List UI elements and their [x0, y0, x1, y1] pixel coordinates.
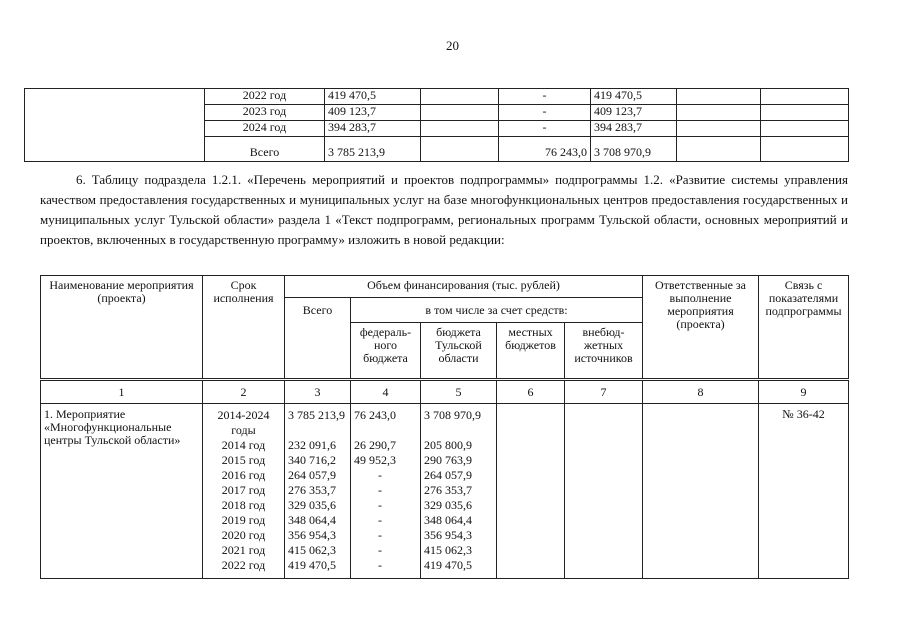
event-tula-value: 3 708 970,9 — [424, 408, 481, 422]
event-tula-value — [424, 423, 493, 438]
event-responsible — [643, 404, 759, 579]
header-total: Всего — [285, 298, 351, 380]
column-number: 7 — [565, 380, 643, 404]
empty-cell — [677, 105, 761, 121]
event-term-value: 2016 год — [221, 468, 266, 482]
event-term-value: 2021 год — [221, 543, 266, 557]
page-number: 20 — [446, 38, 459, 53]
event-term-value: 2014-2024 — [217, 408, 270, 422]
empty-cell — [761, 137, 849, 162]
event-total-value — [288, 423, 347, 438]
event-federal-value — [354, 423, 417, 438]
event-total-value: 356 954,3 — [288, 528, 336, 542]
empty-cell — [25, 89, 205, 162]
event-federal — [351, 404, 421, 579]
federal-cell — [421, 121, 499, 137]
event-term-value: 2015 год — [221, 453, 266, 467]
total-cell: 419 470,5 — [325, 89, 421, 105]
column-number: 5 — [421, 380, 497, 404]
event-term-value: годы — [231, 423, 256, 437]
event-term-value: 2018 год — [221, 498, 266, 512]
event-tula-value: 205 800,9 — [424, 438, 472, 452]
event-federal-value: - — [378, 498, 382, 512]
total-cell: 394 283,7 — [325, 121, 421, 137]
empty-cell — [677, 121, 761, 137]
table-row — [41, 404, 849, 579]
event-federal-value: - — [378, 543, 382, 557]
event-term-value: 2017 год — [221, 483, 266, 497]
event-term-value: 2022 год — [221, 558, 266, 572]
tula-cell: - — [499, 105, 591, 121]
column-numbers-row — [41, 380, 849, 404]
event-total-value: 419 470,5 — [288, 558, 336, 572]
top-continuation-table — [24, 88, 849, 162]
event-federal-value: - — [378, 558, 382, 572]
column-number: 3 — [285, 380, 351, 404]
local-cell: 419 470,5 — [591, 89, 677, 105]
column-number: 6 — [497, 380, 565, 404]
event-term-value: 2014 год — [221, 438, 266, 452]
year-cell: 2024 год — [205, 121, 325, 137]
event-total-value: 232 091,6 — [288, 438, 336, 452]
federal-cell — [421, 105, 499, 121]
total-cell: 409 123,7 — [325, 105, 421, 121]
event-tula-value: 356 954,3 — [424, 528, 472, 542]
tula-cell: - — [499, 121, 591, 137]
header-financing: Объем финансирования (тыс. рублей) — [285, 276, 643, 298]
header-federal: федераль- ного бюджета — [351, 323, 421, 380]
event-tula — [421, 404, 497, 579]
event-terms — [203, 404, 285, 579]
column-number: 8 — [643, 380, 759, 404]
event-term-value: 2020 год — [221, 528, 266, 542]
local-cell: 394 283,7 — [591, 121, 677, 137]
header-tula: бюджета Тульской области — [421, 323, 497, 380]
empty-cell — [761, 121, 849, 137]
event-tula-value: 415 062,3 — [424, 543, 472, 557]
event-federal-value: - — [378, 468, 382, 482]
event-tula-value: 264 057,9 — [424, 468, 472, 482]
local-cell: 409 123,7 — [591, 105, 677, 121]
year-cell: 2022 год — [205, 89, 325, 105]
paragraph-text: 6. Таблицу подраздела 1.2.1. «Перечень мероприятий и проектов подпрограммы» подпрограммы 1.2. «Развитие системы управления качеством предоставления государственных и муниципальных услуг на базе многофункциональных центров предоставления государственных и муниципальных услуг Тульской области» раздела 1 «Текст подпрограмм, региональных программ Тульской области, основных мероприятий и проектов, включенных в государственную программу» изложить в новой редакции: — [40, 172, 848, 247]
header-responsible: Ответственные за выполнение мероприятия (проекта) — [643, 276, 759, 380]
empty-cell — [761, 89, 849, 105]
header-row — [41, 276, 849, 298]
federal-cell — [421, 137, 499, 162]
empty-cell — [761, 105, 849, 121]
column-number: 9 — [759, 380, 849, 404]
event-federal-value: - — [378, 528, 382, 542]
header-extra: внебюд- жетных источников — [565, 323, 643, 380]
empty-cell — [677, 137, 761, 162]
header-term: Срок исполнения — [203, 276, 285, 380]
event-total-value: 340 716,2 — [288, 453, 336, 467]
local-cell: 3 708 970,9 — [591, 137, 677, 162]
event-federal-value: - — [378, 483, 382, 497]
event-total-value: 264 057,9 — [288, 468, 336, 482]
event-tula-value: 329 035,6 — [424, 498, 472, 512]
events-table — [40, 275, 849, 579]
column-number: 2 — [203, 380, 285, 404]
event-total-value: 415 062,3 — [288, 543, 336, 557]
empty-cell — [677, 89, 761, 105]
header-local: местных бюджетов — [497, 323, 565, 380]
year-cell: 2023 год — [205, 105, 325, 121]
event-link: № 36-42 — [759, 404, 849, 579]
header-link: Связь с показателями подпрограммы — [759, 276, 849, 380]
event-tula-value: 419 470,5 — [424, 558, 472, 572]
total-label: Всего — [205, 137, 325, 162]
total-cell: 3 785 213,9 — [325, 137, 421, 162]
header-name: Наименование мероприятия (проекта) — [41, 276, 203, 380]
event-total-value: 348 064,4 — [288, 513, 336, 527]
event-name: 1. Мероприятие «Многофункциональные центры Тульской области» — [41, 404, 203, 579]
event-tula-value: 276 353,7 — [424, 483, 472, 497]
event-local — [497, 404, 565, 579]
event-total-value: 3 785 213,9 — [288, 408, 345, 422]
event-totals — [285, 404, 351, 579]
table-row — [25, 89, 849, 105]
event-total-value: 329 035,6 — [288, 498, 336, 512]
tula-cell: 76 243,0 — [499, 137, 591, 162]
event-tula-value: 290 763,9 — [424, 453, 472, 467]
event-federal-value: - — [378, 513, 382, 527]
event-tula-value: 348 064,4 — [424, 513, 472, 527]
header-including: в том числе за счет средств: — [351, 298, 643, 323]
column-number: 1 — [41, 380, 203, 404]
event-federal-value: 26 290,7 — [354, 438, 396, 452]
event-federal-value: 76 243,0 — [354, 408, 396, 422]
column-number: 4 — [351, 380, 421, 404]
event-term-value: 2019 год — [221, 513, 266, 527]
event-extra — [565, 404, 643, 579]
tula-cell: - — [499, 89, 591, 105]
federal-cell — [421, 89, 499, 105]
event-total-value: 276 353,7 — [288, 483, 336, 497]
event-federal-value: 49 952,3 — [354, 453, 396, 467]
amendment-paragraph — [40, 170, 848, 250]
